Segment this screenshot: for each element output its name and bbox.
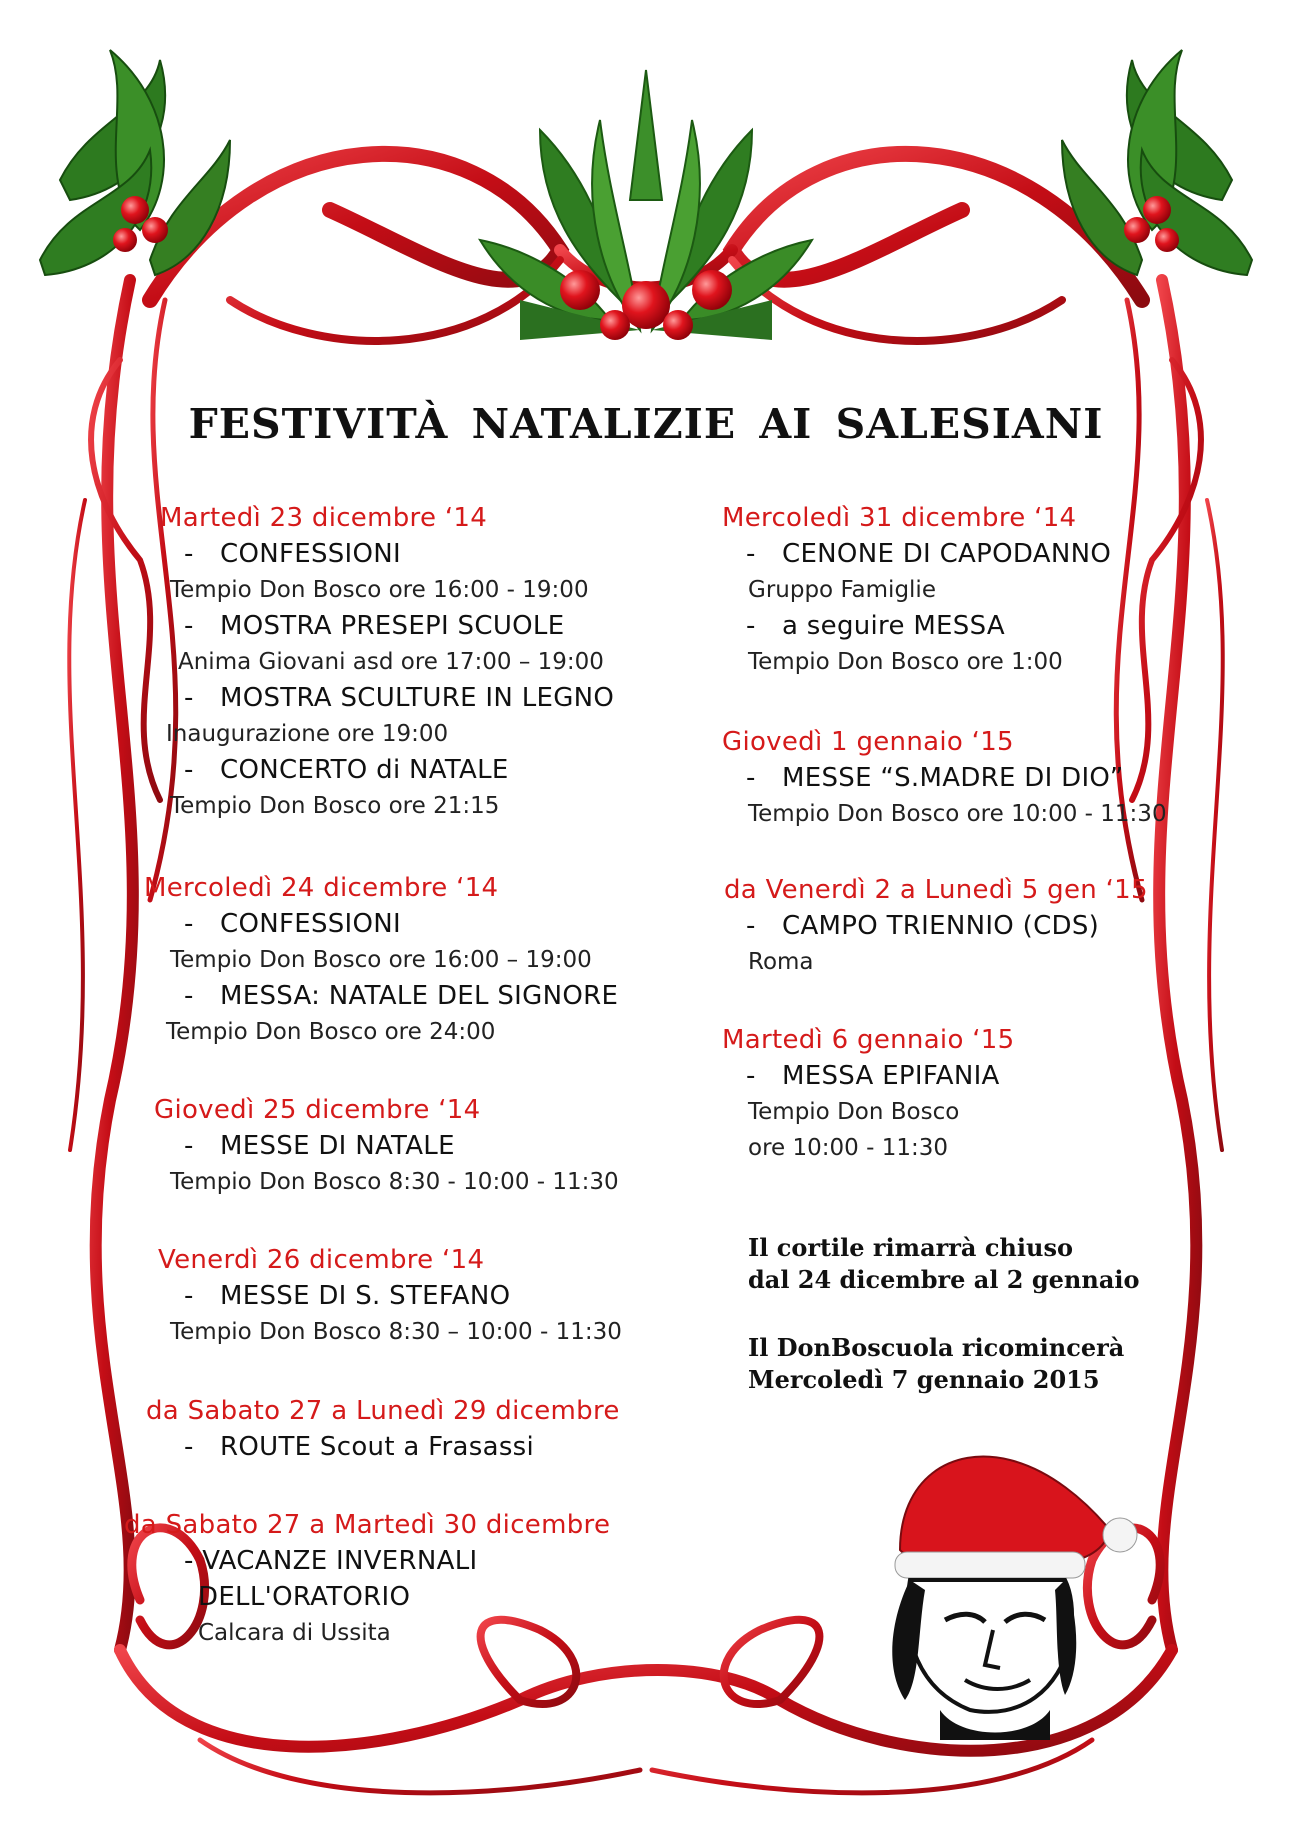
event-item: - VACANZE INVERNALI (184, 1546, 478, 1576)
event-item: - MESSE DI S. STEFANO (184, 1281, 511, 1311)
day-heading: Venerdì 26 dicembre ‘14 (158, 1245, 485, 1275)
day-heading: da Venerdì 2 a Lunedì 5 gen ‘15 (724, 875, 1148, 905)
day-heading: da Sabato 27 a Martedì 30 dicembre (124, 1510, 611, 1540)
event-detail: Inaugurazione ore 19:00 (166, 721, 449, 747)
event-item: - MESSE “S.MADRE DI DIO” (746, 763, 1124, 793)
event-group (154, 1092, 619, 1200)
day-heading: da Sabato 27 a Lunedì 29 dicembre (146, 1396, 620, 1426)
event-detail: Tempio Don Bosco 8:30 - 10:00 - 11:30 (170, 1169, 619, 1195)
event-group (722, 500, 1111, 680)
note-line: Il DonBoscuola ricomincerà (748, 1333, 1125, 1362)
holly-left-icon (40, 50, 230, 275)
event-group (160, 500, 614, 824)
event-detail: Tempio Don Bosco (748, 1099, 960, 1125)
day-heading: Martedì 6 gennaio ‘15 (722, 1025, 1015, 1055)
event-group (722, 724, 1167, 832)
event-item: - ROUTE Scout a Frasassi (184, 1432, 535, 1462)
event-group (722, 1022, 1014, 1166)
event-item: - MESSA: NATALE DEL SIGNORE (184, 981, 619, 1011)
event-detail: Calcara di Ussita (198, 1620, 391, 1646)
day-heading: Martedì 23 dicembre ‘14 (160, 503, 488, 533)
holly-right-icon (1062, 50, 1252, 275)
event-group (124, 1507, 610, 1651)
event-item: DELL'ORATORIO (198, 1582, 411, 1612)
event-item: - CONCERTO di NATALE (184, 755, 509, 785)
event-item: - CONFESSIONI (184, 909, 402, 939)
event-detail: Roma (748, 949, 814, 975)
school-restart-note (748, 1332, 1218, 1396)
poster-title: FESTIVITÀ NATALIZIE AI SALESIANI (188, 400, 1104, 448)
event-group (724, 872, 1148, 980)
event-detail: ore 10:00 - 11:30 (748, 1135, 948, 1161)
event-detail: Tempio Don Bosco ore 21:15 (170, 793, 500, 819)
day-heading: Giovedì 1 gennaio ‘15 (722, 727, 1014, 757)
note-line: Mercoledì 7 gennaio 2015 (748, 1365, 1100, 1394)
event-detail: Tempio Don Bosco ore 16:00 – 19:00 (170, 947, 592, 973)
don-bosco-santa-hat-icon (892, 1457, 1137, 1740)
event-detail: Gruppo Famiglie (748, 577, 936, 603)
event-item: - CAMPO TRIENNIO (CDS) (746, 911, 1100, 941)
event-item: - MOSTRA SCULTURE IN LEGNO (184, 683, 615, 713)
event-item: - CONFESSIONI (184, 539, 402, 569)
event-detail: Tempio Don Bosco ore 10:00 - 11:30 (748, 801, 1167, 827)
courtyard-closed-note (748, 1232, 1218, 1296)
event-detail: Anima Giovani asd ore 17:00 – 19:00 (178, 649, 604, 675)
event-item: - MESSA EPIFANIA (746, 1061, 1000, 1091)
event-group (144, 870, 618, 1050)
event-group (146, 1393, 620, 1465)
event-item: - CENONE DI CAPODANNO (746, 539, 1112, 569)
event-item: - a seguire MESSA (746, 611, 1005, 641)
day-heading: Mercoledì 31 dicembre ‘14 (722, 503, 1077, 533)
event-item: - MESSE DI NATALE (184, 1131, 455, 1161)
note-line: dal 24 dicembre al 2 gennaio (748, 1265, 1140, 1294)
day-heading: Giovedì 25 dicembre ‘14 (154, 1095, 481, 1125)
note-line: Il cortile rimarrà chiuso (748, 1233, 1073, 1262)
day-heading: Mercoledì 24 dicembre ‘14 (144, 873, 499, 903)
event-item: - MOSTRA PRESEPI SCUOLE (184, 611, 565, 641)
event-detail: Tempio Don Bosco ore 24:00 (166, 1019, 496, 1045)
event-detail: Tempio Don Bosco ore 1:00 (748, 649, 1063, 675)
event-detail: Tempio Don Bosco ore 16:00 - 19:00 (170, 577, 589, 603)
event-detail: Tempio Don Bosco 8:30 – 10:00 - 11:30 (170, 1319, 622, 1345)
event-group (158, 1242, 622, 1350)
